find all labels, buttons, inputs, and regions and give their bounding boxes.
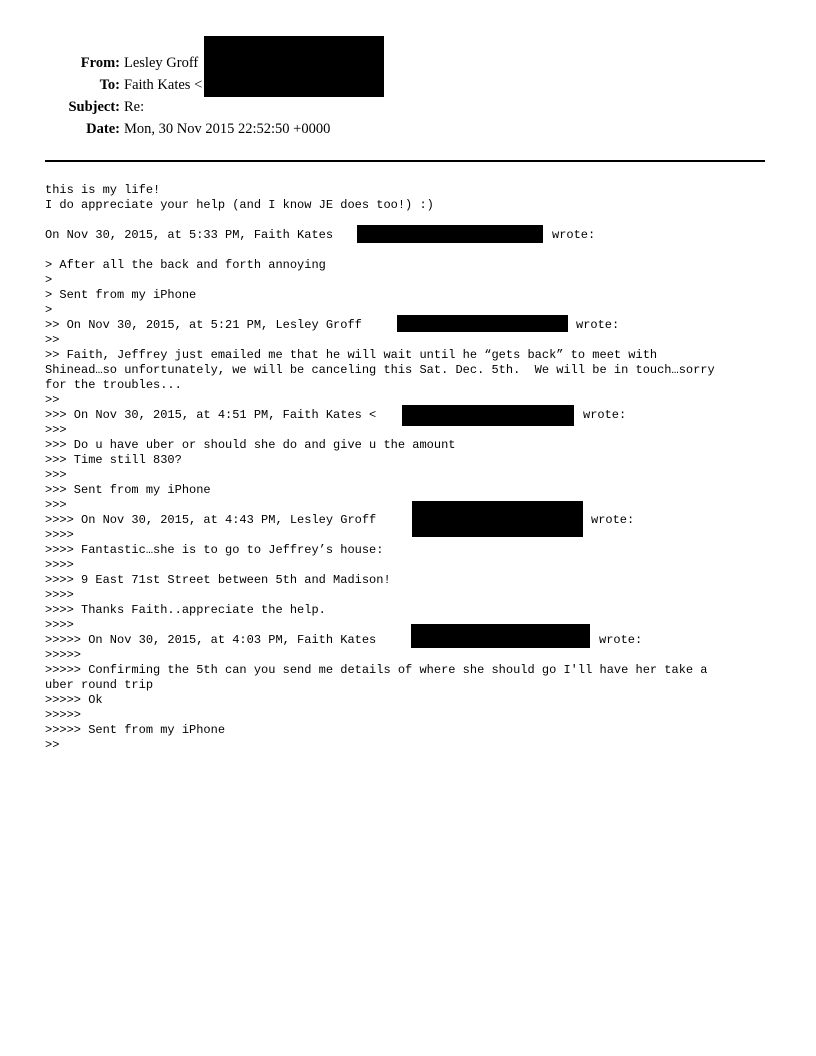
body-line: >>> Time still 830? bbox=[45, 453, 182, 467]
body-line: I do appreciate your help (and I know JE does too!) :) bbox=[45, 198, 434, 212]
redaction-box bbox=[204, 36, 384, 97]
body-line: wrote: bbox=[583, 408, 627, 422]
subject-value: Re: bbox=[124, 99, 145, 115]
body-line: this is my life! bbox=[45, 183, 161, 197]
redaction-box bbox=[411, 624, 590, 648]
body-line: >>>> bbox=[45, 528, 74, 542]
body-line: >>>>> Confirming the 5th can you send me details of where she should go I'll have her take a bbox=[45, 663, 708, 677]
body-line: >>>> On Nov 30, 2015, at 4:43 PM, Lesley Groff bbox=[45, 513, 377, 527]
from-label: From: bbox=[80, 55, 120, 71]
body-line: Shinead…so unfortunately, we will be canceling this Sat. Dec. 5th. We will be in touch…sorry bbox=[45, 363, 715, 377]
body-line: >>> bbox=[45, 498, 67, 512]
body-line: >>>>> Sent from my iPhone bbox=[45, 723, 226, 737]
body-line: >>>>> bbox=[45, 648, 82, 662]
subject-label: Subject: bbox=[68, 99, 120, 115]
redaction-box bbox=[397, 315, 568, 332]
body-line: >> bbox=[45, 393, 60, 407]
redaction-box bbox=[402, 405, 574, 426]
body-line: wrote: bbox=[552, 228, 596, 242]
body-line: >>> Sent from my iPhone bbox=[45, 483, 211, 497]
body-line: >>>> bbox=[45, 618, 74, 632]
body-line: >>>>> On Nov 30, 2015, at 4:03 PM, Faith Kates bbox=[45, 633, 377, 647]
redaction-box bbox=[357, 225, 543, 243]
body-line: > After all the back and forth annoying bbox=[45, 258, 326, 272]
body-line: wrote: bbox=[599, 633, 643, 647]
body-line: >>> Do u have uber or should she do and give u the amount bbox=[45, 438, 456, 452]
redaction-box bbox=[412, 501, 583, 537]
header-divider bbox=[45, 160, 765, 162]
body-line: > Sent from my iPhone bbox=[45, 288, 197, 302]
from-value: Lesley Groff bbox=[124, 55, 199, 71]
body-line: >>>> 9 East 71st Street between 5th and Madison! bbox=[45, 573, 391, 587]
to-label: To: bbox=[99, 77, 120, 93]
body-line: wrote: bbox=[591, 513, 635, 527]
body-line: >>>>> Ok bbox=[45, 693, 103, 707]
body-line: > bbox=[45, 273, 53, 287]
body-line: > bbox=[45, 303, 53, 317]
body-line: uber round trip bbox=[45, 678, 154, 692]
body-line: >>>> Thanks Faith..appreciate the help. bbox=[45, 603, 326, 617]
body-line: >>> On Nov 30, 2015, at 4:51 PM, Faith Kates < bbox=[45, 408, 377, 422]
body-line: for the troubles... bbox=[45, 378, 182, 392]
body-line: >> bbox=[45, 738, 60, 752]
body-line: >>>>> bbox=[45, 708, 82, 722]
body-line: >>> bbox=[45, 423, 67, 437]
to-value: Faith Kates < bbox=[124, 77, 203, 93]
body-line: >> bbox=[45, 333, 60, 347]
body-line: >> Faith, Jeffrey just emailed me that he will wait until he “gets back” to meet with bbox=[45, 348, 658, 362]
body-line: wrote: bbox=[576, 318, 620, 332]
date-value: Mon, 30 Nov 2015 22:52:50 +0000 bbox=[124, 121, 331, 137]
body-line: >>>> bbox=[45, 588, 74, 602]
body-line: >>>> Fantastic…she is to go to Jeffrey’s house: bbox=[45, 543, 384, 557]
date-label: Date: bbox=[86, 121, 120, 137]
body-line: >> On Nov 30, 2015, at 5:21 PM, Lesley Groff bbox=[45, 318, 362, 332]
body-line: >>> bbox=[45, 468, 67, 482]
body-line: >>>> bbox=[45, 558, 74, 572]
body-line: On Nov 30, 2015, at 5:33 PM, Faith Kates bbox=[45, 228, 334, 242]
